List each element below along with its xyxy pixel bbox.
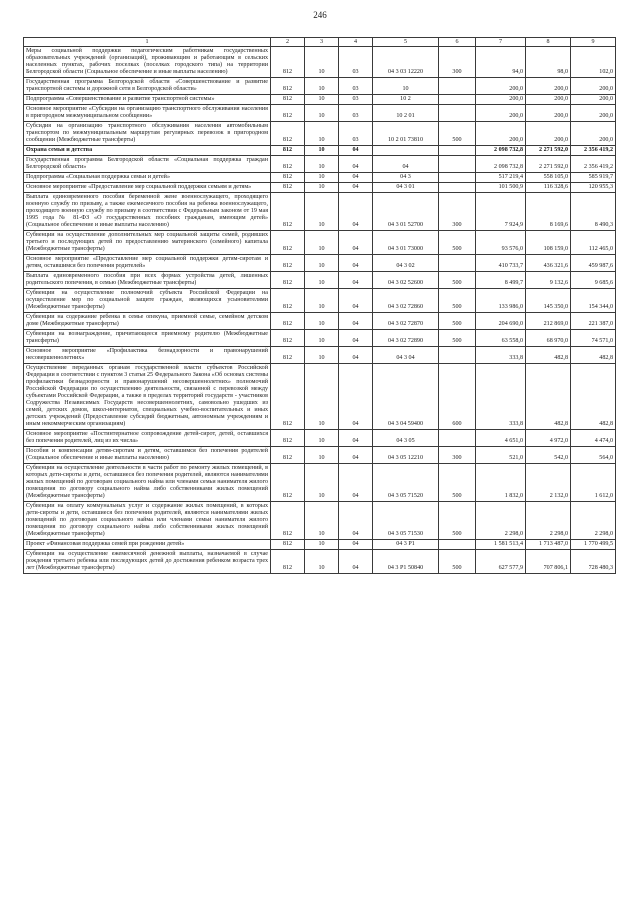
amount-year-1: 4 651,0: [476, 430, 526, 447]
expense-type-code: 500: [439, 313, 476, 330]
amount-year-2: 200,0: [526, 105, 571, 122]
table-row: [24, 255, 616, 272]
amount-year-1: 517 219,4: [476, 173, 526, 183]
section-code: 10: [305, 231, 339, 255]
expense-type-code: 300: [439, 47, 476, 78]
row-description: Государственная программа Белгородской области «Совершенствование и развитие транспортной системы и дорожной сети в Белгородской области»: [24, 78, 271, 95]
amount-year-1: 94,0: [476, 47, 526, 78]
ministry-code: 812: [271, 430, 305, 447]
amount-year-1: 200,0: [476, 122, 526, 146]
amount-year-2: 212 869,0: [526, 313, 571, 330]
target-article-code: 04 3 02 52600: [373, 272, 439, 289]
ministry-code: 812: [271, 78, 305, 95]
section-code: 10: [305, 313, 339, 330]
amount-year-3: 200,0: [571, 105, 616, 122]
ministry-code: 812: [271, 255, 305, 272]
ministry-code: 812: [271, 502, 305, 540]
amount-year-3: 2 356 419,2: [571, 146, 616, 156]
amount-year-3: 564,0: [571, 447, 616, 464]
amount-year-1: 101 500,9: [476, 183, 526, 193]
ministry-code: 812: [271, 313, 305, 330]
table-row: [24, 550, 616, 574]
section-code: 10: [305, 173, 339, 183]
expense-type-code: [439, 105, 476, 122]
section-code: 10: [305, 183, 339, 193]
amount-year-2: 98,0: [526, 47, 571, 78]
table-row: [24, 464, 616, 502]
ministry-code: 812: [271, 550, 305, 574]
table-row: [24, 78, 616, 95]
amount-year-3: 74 571,0: [571, 330, 616, 347]
table-row: [24, 231, 616, 255]
amount-year-3: 120 955,3: [571, 183, 616, 193]
row-description: Меры социальной поддержки педагогическим работникам государственных образовательных учреждений (организаций), проживающим и работающим в сельских населенных пунктах, рабочих поселках (поселках городского типа) на территории Белгородской области (Социальное обеспечение и иные выплаты населению): [24, 47, 271, 78]
subsection-code: 04: [339, 193, 373, 231]
expense-type-code: 500: [439, 502, 476, 540]
amount-year-2: 707 806,1: [526, 550, 571, 574]
subsection-code: 04: [339, 550, 373, 574]
amount-year-3: 585 919,7: [571, 173, 616, 183]
ministry-code: 812: [271, 231, 305, 255]
target-article-code: 04 3 02 72890: [373, 330, 439, 347]
amount-year-3: 154 344,0: [571, 289, 616, 313]
ministry-code: 812: [271, 272, 305, 289]
amount-year-3: 482,8: [571, 347, 616, 364]
target-article-code: 04 3 02 72870: [373, 313, 439, 330]
header-cell: 9: [571, 38, 616, 47]
section-code: 10: [305, 364, 339, 430]
expense-type-code: [439, 78, 476, 95]
section-code: 10: [305, 95, 339, 105]
ministry-code: 812: [271, 105, 305, 122]
amount-year-2: 108 159,0: [526, 231, 571, 255]
section-code: 10: [305, 156, 339, 173]
section-code: 10: [305, 122, 339, 146]
amount-year-2: 145 350,0: [526, 289, 571, 313]
amount-year-3: 9 685,6: [571, 272, 616, 289]
row-description: Государственная программа Белгородской области «Социальная поддержка граждан Белгородской области»: [24, 156, 271, 173]
amount-year-2: 4 972,0: [526, 430, 571, 447]
ministry-code: 812: [271, 447, 305, 464]
table-row: [24, 183, 616, 193]
table-header-row: [24, 38, 616, 47]
budget-table: [23, 37, 616, 574]
header-cell: 8: [526, 38, 571, 47]
section-code: 10: [305, 289, 339, 313]
amount-year-2: 482,8: [526, 347, 571, 364]
target-article-code: 04 3 05 12210: [373, 447, 439, 464]
amount-year-2: 2 132,0: [526, 464, 571, 502]
header-cell: 2: [271, 38, 305, 47]
expense-type-code: 500: [439, 122, 476, 146]
amount-year-3: 4 474,0: [571, 430, 616, 447]
amount-year-2: 200,0: [526, 122, 571, 146]
amount-year-3: 482,8: [571, 364, 616, 430]
expense-type-code: 500: [439, 330, 476, 347]
expense-type-code: 300: [439, 447, 476, 464]
amount-year-2: 436 321,6: [526, 255, 571, 272]
header-cell: 5: [373, 38, 439, 47]
target-article-code: 10 2 01 73810: [373, 122, 439, 146]
amount-year-2: 2 271 592,0: [526, 146, 571, 156]
amount-year-2: 2 271 592,0: [526, 156, 571, 173]
amount-year-1: 333,8: [476, 347, 526, 364]
amount-year-1: 627 577,9: [476, 550, 526, 574]
subsection-code: 04: [339, 430, 373, 447]
ministry-code: 812: [271, 364, 305, 430]
row-description: Основное мероприятие «Предоставление мер социальной поддержки семьям и детям»: [24, 183, 271, 193]
page-number: 246: [313, 10, 327, 20]
amount-year-2: 68 970,0: [526, 330, 571, 347]
amount-year-2: 8 169,6: [526, 193, 571, 231]
subsection-code: 03: [339, 95, 373, 105]
amount-year-1: 1 832,0: [476, 464, 526, 502]
target-article-code: 04 3: [373, 173, 439, 183]
amount-year-1: 200,0: [476, 95, 526, 105]
expense-type-code: [439, 430, 476, 447]
table-row: [24, 156, 616, 173]
amount-year-3: 200,0: [571, 122, 616, 146]
expense-type-code: 500: [439, 231, 476, 255]
amount-year-1: 521,0: [476, 447, 526, 464]
table-row: [24, 105, 616, 122]
ministry-code: 812: [271, 146, 305, 156]
section-code: 10: [305, 347, 339, 364]
amount-year-2: 1 713 487,0: [526, 540, 571, 550]
header-cell: 1: [24, 38, 271, 47]
row-description: Подпрограмма «Совершенствование и развитие транспортной системы»: [24, 95, 271, 105]
amount-year-1: 133 986,0: [476, 289, 526, 313]
table-row: [24, 193, 616, 231]
row-description: Основное мероприятие «Субсидия на организацию транспортного обслуживания населения в пригородном межмуниципальном сообщении»: [24, 105, 271, 122]
target-article-code: 04 3 01 73000: [373, 231, 439, 255]
amount-year-1: 2 298,0: [476, 502, 526, 540]
subsection-code: 04: [339, 447, 373, 464]
row-description: Субвенции на вознаграждение, причитающееся приемному родителю (Межбюджетные трансферты): [24, 330, 271, 347]
ministry-code: 812: [271, 289, 305, 313]
expense-type-code: 300: [439, 193, 476, 231]
table-row: [24, 173, 616, 183]
target-article-code: 10: [373, 78, 439, 95]
header-cell: 4: [339, 38, 373, 47]
expense-type-code: 500: [439, 289, 476, 313]
amount-year-3: 1 770 499,5: [571, 540, 616, 550]
amount-year-2: 558 105,0: [526, 173, 571, 183]
table-row: [24, 540, 616, 550]
ministry-code: 812: [271, 540, 305, 550]
subsection-code: 04: [339, 156, 373, 173]
subsection-code: 04: [339, 146, 373, 156]
target-article-code: 04 3 05 71530: [373, 502, 439, 540]
row-description: Основное мероприятие «Постинтернатное сопровождение детей-сирот, детей, оставшихся без попечения родителей, лиц из их числа»: [24, 430, 271, 447]
table-row: [24, 122, 616, 146]
subsection-code: 04: [339, 313, 373, 330]
expense-type-code: 500: [439, 550, 476, 574]
target-article-code: 04 3 01: [373, 183, 439, 193]
amount-year-1: 2 098 732,8: [476, 156, 526, 173]
target-article-code: 10 2: [373, 95, 439, 105]
section-code: 10: [305, 193, 339, 231]
section-code: 10: [305, 272, 339, 289]
section-code: 10: [305, 47, 339, 78]
header-cell: 7: [476, 38, 526, 47]
row-description: Проект «Финансовая поддержка семей при рождении детей»: [24, 540, 271, 550]
table-row: [24, 146, 616, 156]
amount-year-1: 7 924,9: [476, 193, 526, 231]
row-description: Субвенции на оплату коммунальных услуг и содержание жилых помещений, в которых дети-сироты и дети, оставшиеся без попечения родителей, являются нанимателями жилых помещений по договорам социального найма или членами семьи нанимателя жилого помещения по договору социального найма либо собственниками жилых помещений (Межбюджетные трансферты): [24, 502, 271, 540]
amount-year-3: 728 480,3: [571, 550, 616, 574]
section-code: 10: [305, 502, 339, 540]
amount-year-3: 459 987,6: [571, 255, 616, 272]
amount-year-1: 200,0: [476, 105, 526, 122]
row-description: Охрана семьи и детства: [24, 146, 271, 156]
target-article-code: 04 3 05: [373, 430, 439, 447]
section-code: 10: [305, 464, 339, 502]
ministry-code: 812: [271, 330, 305, 347]
table-row: [24, 95, 616, 105]
amount-year-2: 482,8: [526, 364, 571, 430]
target-article-code: 04 3 05 71520: [373, 464, 439, 502]
target-article-code: 04 3 P1: [373, 540, 439, 550]
section-code: 10: [305, 540, 339, 550]
ministry-code: 812: [271, 193, 305, 231]
subsection-code: 04: [339, 347, 373, 364]
section-code: 10: [305, 146, 339, 156]
target-article-code: 04 3 04: [373, 347, 439, 364]
amount-year-3: 102,0: [571, 47, 616, 78]
subsection-code: 03: [339, 47, 373, 78]
section-code: 10: [305, 447, 339, 464]
amount-year-3: 1 612,0: [571, 464, 616, 502]
ministry-code: 812: [271, 183, 305, 193]
amount-year-2: 9 132,6: [526, 272, 571, 289]
amount-year-3: 112 465,0: [571, 231, 616, 255]
target-article-code: [373, 146, 439, 156]
subsection-code: 04: [339, 289, 373, 313]
subsection-code: 04: [339, 330, 373, 347]
amount-year-2: 542,0: [526, 447, 571, 464]
amount-year-3: 2 356 419,2: [571, 156, 616, 173]
subsection-code: 04: [339, 231, 373, 255]
subsection-code: 04: [339, 364, 373, 430]
header-cell: 3: [305, 38, 339, 47]
subsection-code: 04: [339, 183, 373, 193]
target-article-code: 04 3 03 12220: [373, 47, 439, 78]
ministry-code: 812: [271, 347, 305, 364]
expense-type-code: [439, 540, 476, 550]
amount-year-3: 8 490,3: [571, 193, 616, 231]
row-description: Подпрограмма «Социальная поддержка семьи и детей»: [24, 173, 271, 183]
expense-type-code: [439, 146, 476, 156]
subsection-code: 03: [339, 105, 373, 122]
amount-year-2: 2 298,0: [526, 502, 571, 540]
amount-year-1: 63 558,0: [476, 330, 526, 347]
amount-year-2: 200,0: [526, 95, 571, 105]
row-description: Субвенции на осуществление деятельности в части работ по ремонту жилых помещений, в которых дети-сироты и дети, оставшиеся без попечения родителей, являются нанимателями жилых помещений по договорам социального найма или членами семьи нанимателя жилого помещения по договору социального найма либо собственниками жилых помещений (Межбюджетные трансферты): [24, 464, 271, 502]
row-description: Основное мероприятие «Предоставление мер социальной поддержки детям-сиротам и детям, оставшимся без попечения родителей»: [24, 255, 271, 272]
subsection-code: 04: [339, 173, 373, 183]
amount-year-2: 116 328,6: [526, 183, 571, 193]
amount-year-1: 1 581 513,4: [476, 540, 526, 550]
subsection-code: 04: [339, 255, 373, 272]
expense-type-code: [439, 347, 476, 364]
row-description: Выплата единовременного пособия при всех формах устройства детей, лишенных родительского попечения, в семью (Межбюджетные трансферты): [24, 272, 271, 289]
section-code: 10: [305, 78, 339, 95]
amount-year-1: 204 690,0: [476, 313, 526, 330]
amount-year-2: 200,0: [526, 78, 571, 95]
ministry-code: 812: [271, 173, 305, 183]
section-code: 10: [305, 550, 339, 574]
amount-year-1: 410 733,7: [476, 255, 526, 272]
table-row: [24, 289, 616, 313]
row-description: Осуществление переданных органам государственной власти субъектов Российской Федерации в соответствии с пунктом 3 статьи 25 Федерального Закона «Об основах системы профилактики безнадзорности и правонарушений несовершеннолетних» полномочий Российской Федерации по осуществлению деятельности, связанной с перевозкой между субъектами Российской Федерации, а также в пределах территорий государств - участников Содружества Независимых Государств несовершеннолетних, самовольно ушедших из семей, детских домов, школ-интернатов, специальных учебно-воспитательных и иных детских учреждений (Предоставление субсидий бюджетным, автономным учреждениям и иным некоммерческим организациям): [24, 364, 271, 430]
table-row: [24, 330, 616, 347]
row-description: Субвенции на осуществление дополнительных мер социальной защиты семей, родивших третьего и последующих детей по предоставлению материнского (семейного) капитала (Межбюджетные трансферты): [24, 231, 271, 255]
expense-type-code: 500: [439, 464, 476, 502]
ministry-code: 812: [271, 464, 305, 502]
expense-type-code: 600: [439, 364, 476, 430]
table-row: [24, 430, 616, 447]
amount-year-1: 2 098 732,8: [476, 146, 526, 156]
row-description: Пособия и компенсации детям-сиротам и детям, оставшимся без попечения родителей (Социальное обеспечение и иные выплаты населению): [24, 447, 271, 464]
expense-type-code: 500: [439, 272, 476, 289]
amount-year-3: 200,0: [571, 78, 616, 95]
amount-year-3: 200,0: [571, 95, 616, 105]
amount-year-1: 333,8: [476, 364, 526, 430]
section-code: 10: [305, 330, 339, 347]
expense-type-code: [439, 183, 476, 193]
target-article-code: 04 3 01 52700: [373, 193, 439, 231]
amount-year-1: 93 576,0: [476, 231, 526, 255]
target-article-code: 10 2 01: [373, 105, 439, 122]
section-code: 10: [305, 255, 339, 272]
section-code: 10: [305, 105, 339, 122]
table-row: [24, 272, 616, 289]
target-article-code: 04 3 P1 50840: [373, 550, 439, 574]
row-description: Основное мероприятие «Профилактика безнадзорности и правонарушений несовершеннолетних»: [24, 347, 271, 364]
row-description: Выплата единовременного пособия беременной жене военнослужащего, проходящего военную службу по призыву, а также ежемесячного пособия на ребенка военнослужащего, проходящего военную службу по призыву в соответствии с Федеральным законом от 19 мая 1995 года № 81-ФЗ «О государственных пособиях гражданам, имеющим детей» (Социальное обеспечение и иные выплаты населению): [24, 193, 271, 231]
target-article-code: 04: [373, 156, 439, 173]
table-row: [24, 502, 616, 540]
subsection-code: 03: [339, 122, 373, 146]
row-description: Субвенции на содержание ребенка в семье опекуна, приемной семье, семейном детском доме (Межбюджетные трансферты): [24, 313, 271, 330]
ministry-code: 812: [271, 47, 305, 78]
expense-type-code: [439, 95, 476, 105]
amount-year-1: 8 499,7: [476, 272, 526, 289]
subsection-code: 03: [339, 78, 373, 95]
table-row: [24, 347, 616, 364]
ministry-code: 812: [271, 122, 305, 146]
subsection-code: 04: [339, 464, 373, 502]
target-article-code: 04 3 02 72860: [373, 289, 439, 313]
row-description: Субвенции на осуществление ежемесячной денежной выплаты, назначаемой в случае рождения третьего ребенка или последующих детей до достижения ребенком возраста трех лет (Межбюджетные трансферты): [24, 550, 271, 574]
row-description: Субсидия на организацию транспортного обслуживания населения автомобильным транспортом по межмуниципальным маршрутам регулярных перевозок в пригородном сообщении (Межбюджетные трансферты): [24, 122, 271, 146]
amount-year-3: 221 387,0: [571, 313, 616, 330]
subsection-code: 04: [339, 540, 373, 550]
ministry-code: 812: [271, 95, 305, 105]
subsection-code: 04: [339, 272, 373, 289]
expense-type-code: [439, 255, 476, 272]
row-description: Субвенции на осуществление полномочий субъекта Российской Федерации на осуществление мер по социальной защите граждан, являющихся усыновителями (Межбюджетные трансферты): [24, 289, 271, 313]
target-article-code: 04 3 04 59400: [373, 364, 439, 430]
amount-year-3: 2 298,0: [571, 502, 616, 540]
table-row: [24, 313, 616, 330]
expense-type-code: [439, 173, 476, 183]
ministry-code: 812: [271, 156, 305, 173]
table-row: [24, 47, 616, 78]
target-article-code: 04 3 02: [373, 255, 439, 272]
header-cell: 6: [439, 38, 476, 47]
expense-type-code: [439, 156, 476, 173]
table-row: [24, 447, 616, 464]
amount-year-1: 200,0: [476, 78, 526, 95]
subsection-code: 04: [339, 502, 373, 540]
table-row: [24, 364, 616, 430]
section-code: 10: [305, 430, 339, 447]
